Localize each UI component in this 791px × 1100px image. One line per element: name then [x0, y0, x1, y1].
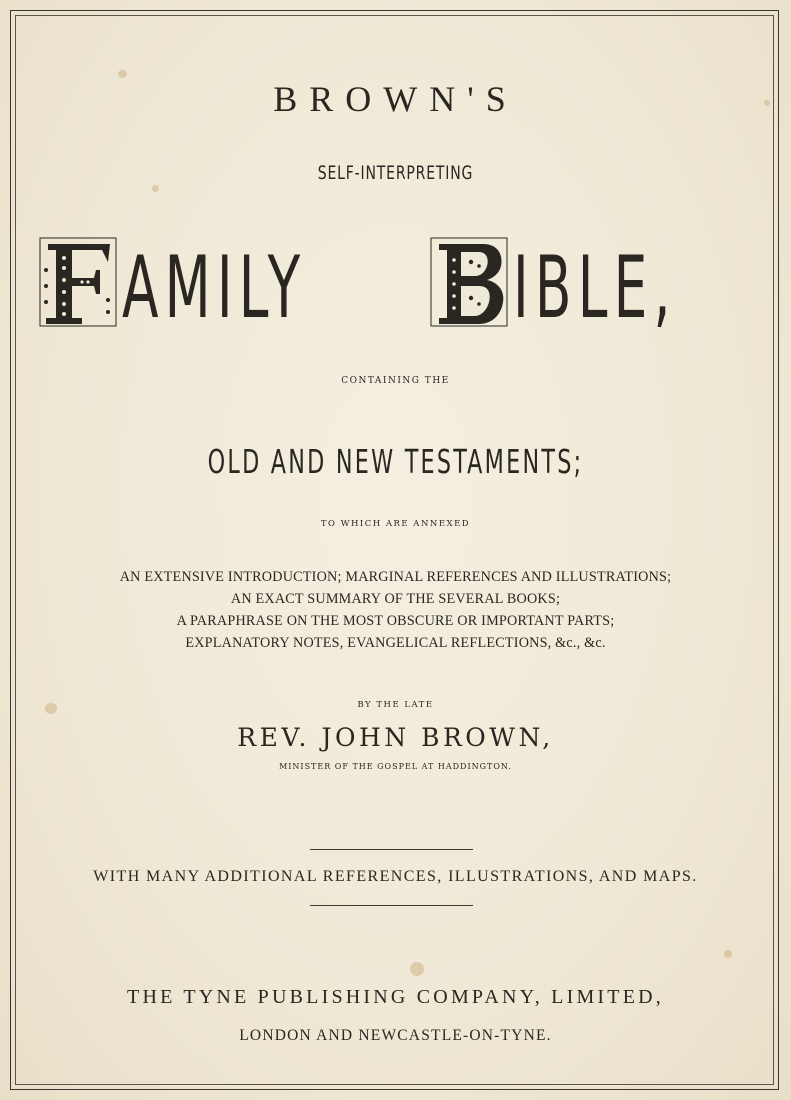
- divider-rule-bottom: [310, 905, 473, 906]
- contents-line: EXPLANATORY NOTES, EVANGELICAL REFLECTIONS, &c., &c.: [185, 635, 606, 651]
- additional-references-line: WITH MANY ADDITIONAL REFERENCES, ILLUSTRATIONS, AND MAPS.: [93, 868, 698, 885]
- title-word-bible: [429, 236, 753, 338]
- ornamental-initial-b: [429, 236, 509, 328]
- foxing-spot: [410, 962, 424, 976]
- contents-line: A PARAPHRASE ON THE MOST OBSCURE OR IMPORTANT PARTS;: [176, 613, 615, 629]
- title-family-rest: AMILY: [122, 238, 307, 338]
- self-interpreting-subtitle: SELF-INTERPRETING: [317, 162, 474, 184]
- browns-heading: BROWN'S: [273, 79, 518, 119]
- divider-rule-top: [310, 849, 473, 850]
- publisher-city: LONDON AND NEWCASTLE-ON-TYNE.: [239, 1027, 552, 1044]
- foxing-spot: [724, 950, 732, 958]
- contents-list: [0, 566, 791, 654]
- title-word-family: [38, 236, 382, 338]
- author-name: REV. JOHN BROWN,: [237, 723, 554, 752]
- annexed-line: TO WHICH ARE ANNEXED: [320, 519, 471, 529]
- foxing-spot: [118, 70, 127, 78]
- containing-the-line: CONTAINING THE: [341, 376, 450, 386]
- main-title: [38, 228, 753, 338]
- testaments-heading: OLD AND NEW TESTAMENTS;: [207, 442, 584, 481]
- ornamental-initial-f: [38, 236, 118, 328]
- publisher-name: THE TYNE PUBLISHING COMPANY, LIMITED,: [127, 986, 664, 1008]
- foxing-spot: [152, 185, 159, 192]
- contents-line: AN EXTENSIVE INTRODUCTION; MARGINAL REFERENCES AND ILLUSTRATIONS;: [119, 569, 672, 585]
- title-bible-rest: IBLE,: [513, 238, 677, 338]
- by-the-late-line: BY THE LATE: [357, 700, 434, 710]
- contents-line: AN EXACT SUMMARY OF THE SEVERAL BOOKS;: [230, 591, 561, 607]
- author-role: MINISTER OF THE GOSPEL AT HADDINGTON.: [279, 762, 512, 771]
